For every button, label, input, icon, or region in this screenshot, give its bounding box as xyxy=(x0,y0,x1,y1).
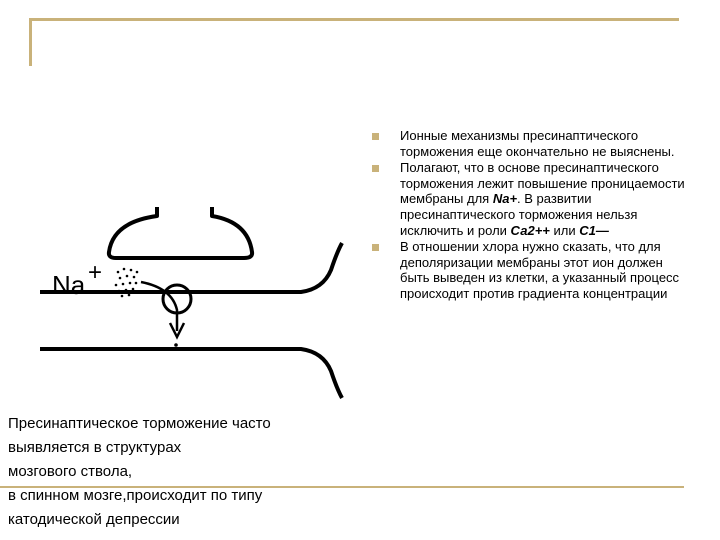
square-bullet-icon xyxy=(372,244,379,251)
chloride-ion-term: С1— xyxy=(579,222,609,238)
presynaptic-terminal xyxy=(109,207,252,258)
bullet-text: Полагают, что в основе пресинаптического торможения лежит повышение проницаемости мембраны для xyxy=(400,160,685,207)
axon-membrane-bottom xyxy=(40,349,342,398)
square-bullet-icon xyxy=(372,133,379,140)
calcium-ion-term: Са2++ xyxy=(510,222,550,238)
ion-dot xyxy=(174,343,178,347)
caption-text xyxy=(8,412,338,532)
bullet-item xyxy=(368,128,688,159)
bullet-item xyxy=(368,239,688,301)
caption-line: катодической депрессии xyxy=(8,511,180,528)
square-bullet-icon xyxy=(372,165,379,172)
bullet-text: В отношении хлора нужно сказать, что для деполяризации мембраны этот ион должен быть выведен из клетки, а указанный процесс происходит против градиента концентрации xyxy=(400,239,680,301)
caption-line: Пресинаптическое торможение часто xyxy=(8,415,271,432)
caption-line: в спинном мозге,происходит по типу xyxy=(8,487,263,504)
sodium-ion-charge: + xyxy=(88,259,103,286)
bullet-list xyxy=(368,128,688,302)
bullet-item xyxy=(368,160,688,238)
sodium-ion-label: Na xyxy=(52,270,86,300)
bullet-text: Ионные механизмы пресинаптического торможения еще окончательно не выяснены. xyxy=(400,128,675,159)
caption-line: мозгового ствола, xyxy=(8,463,133,480)
caption-line: выявляется в структурах xyxy=(8,439,182,456)
bullet-text: или xyxy=(549,222,580,238)
bullet-text: . В развитии пресинаптического торможения нельзя исключить и роли xyxy=(400,191,638,238)
sodium-ion-term: Na+ xyxy=(492,191,518,207)
axon-membrane-top xyxy=(40,243,342,292)
